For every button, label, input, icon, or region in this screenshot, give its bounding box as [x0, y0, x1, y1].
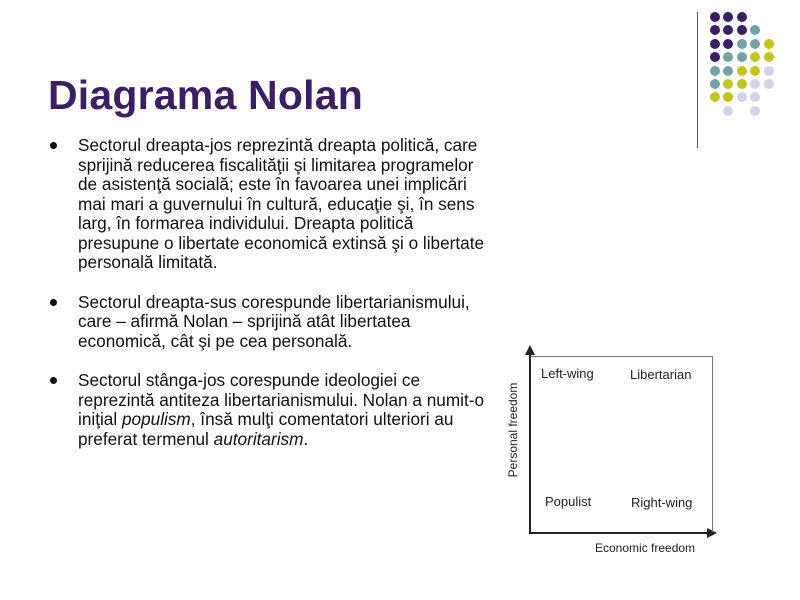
bullet-item-2 [50, 293, 495, 352]
decorative-dot [750, 92, 760, 102]
decorative-dot [737, 12, 747, 22]
decorative-dot [764, 39, 774, 49]
x-axis [529, 532, 709, 534]
decorative-dot [710, 52, 720, 62]
decorative-dot [750, 39, 760, 49]
decorative-dot [750, 106, 760, 116]
decorative-dot [764, 52, 774, 62]
decorative-divider-line [697, 12, 698, 148]
decorative-dot [737, 79, 747, 89]
decorative-dot [710, 79, 720, 89]
nolan-diagram [505, 345, 730, 565]
quadrant-top-left-label: Left-wing [541, 366, 594, 381]
diagram-border-top [531, 356, 713, 357]
bullet-text: Sectorul dreapta-sus corespunde libertarianismului, care – afirmă Nolan – sprijină atât libertatea economică, cât şi pe cea personală. [78, 291, 470, 351]
decorative-dot [723, 79, 733, 89]
y-axis-label: Personal freedom [506, 382, 520, 478]
quadrant-bottom-left-label: Populist [545, 494, 592, 509]
x-axis-label: Economic freedom [595, 541, 696, 555]
decorative-dot [723, 66, 733, 76]
decorative-dot [723, 106, 733, 116]
quadrant-top-right-label: Libertarian [630, 367, 692, 382]
bullet-text: , însă mulţi comentatori ulteriori au preferat termenul [78, 409, 454, 449]
decorative-dot [750, 66, 760, 76]
decorative-dot [764, 66, 774, 76]
decorative-dot [750, 79, 760, 89]
decorative-dot [737, 25, 747, 35]
bullet-text: Sectorul dreapta-jos reprezintă dreapta politică, care sprijină reducerea fiscalităţii şi limitarea programelor de asistenţă socială; este în favoarea unei implicări mai mari a guvernului în cultură, educaţie şi, în sens larg, în formarea individului. Dreapta politică presupune o libertate economică extinsă şi o libertate personală limitată. [78, 135, 485, 272]
decorative-dot [737, 66, 747, 76]
decorative-dot [710, 39, 720, 49]
decorative-dot [737, 39, 747, 49]
decorative-dot [723, 39, 733, 49]
decorative-dot [750, 52, 760, 62]
bullet-text: . [303, 428, 309, 449]
diagram-border-right [712, 356, 713, 532]
bullet-text: Sectorul stânga-jos corespunde ideologiei ce reprezintă antiteza libertarianismului. Nolan a numit-o iniţial [78, 370, 485, 429]
decorative-dot [723, 12, 733, 22]
decorative-dot [710, 66, 720, 76]
decorative-dot [710, 25, 720, 35]
y-axis [529, 351, 531, 534]
slide-title: Diagrama Nolan [48, 72, 363, 118]
decorative-dot [737, 92, 747, 102]
decorative-dot [723, 25, 733, 35]
bullet-list [50, 136, 495, 449]
decorative-dot-grid [710, 12, 790, 132]
decorative-dot [723, 92, 733, 102]
decorative-dot [764, 79, 774, 89]
bullet-text-italic: autoritarism [213, 428, 304, 449]
decorative-dot [750, 25, 760, 35]
decorative-dot [723, 52, 733, 62]
decorative-dot [710, 12, 720, 22]
bullet-item-3 [50, 371, 495, 449]
decorative-dot [737, 52, 747, 62]
bullet-item-1 [50, 136, 495, 273]
bullet-text-italic: populism [121, 409, 191, 429]
quadrant-bottom-right-label: Right-wing [631, 495, 693, 510]
decorative-dot [710, 92, 720, 102]
